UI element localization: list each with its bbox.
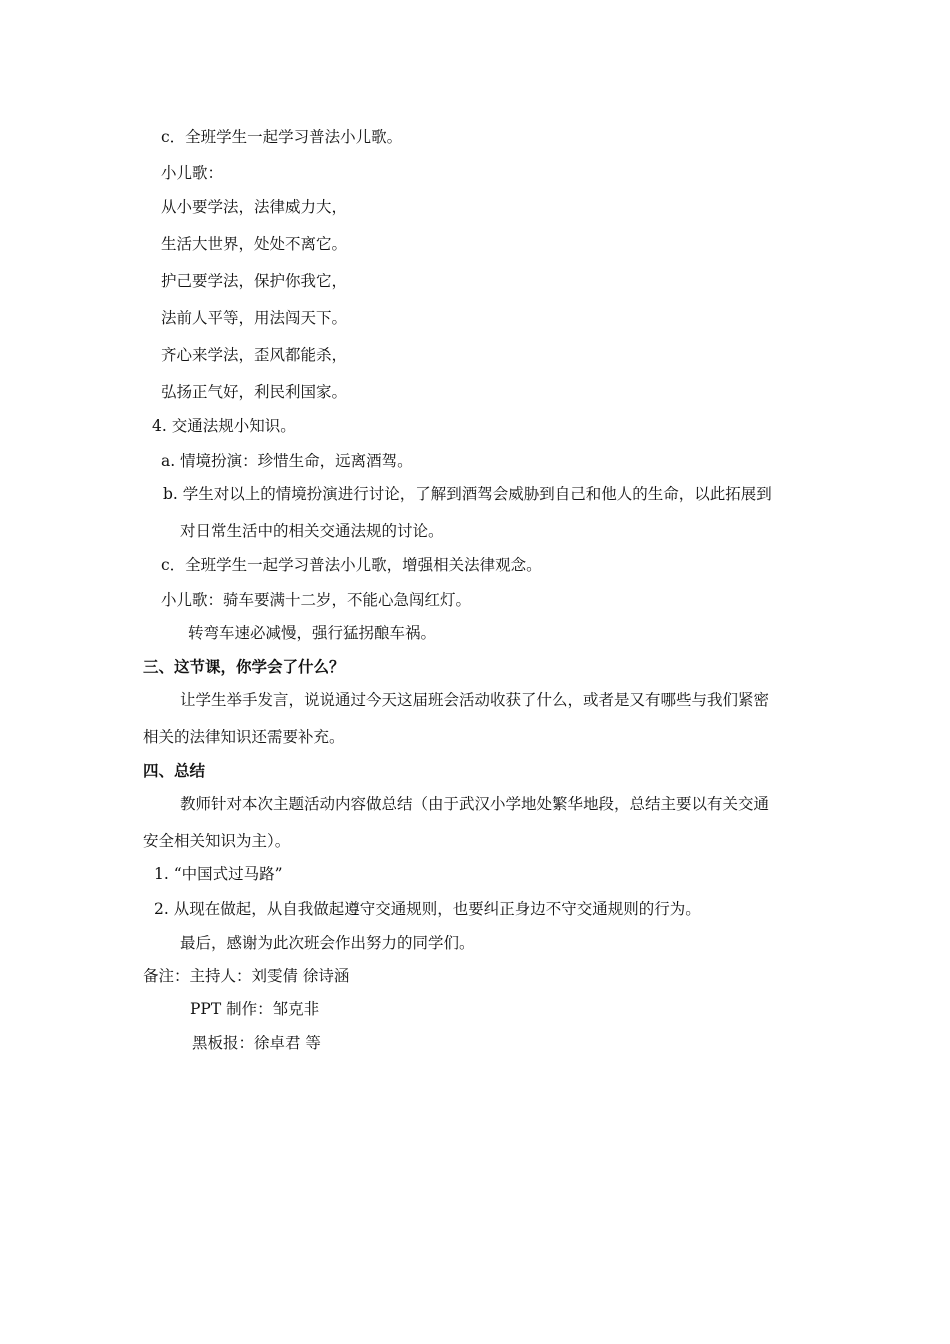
note-ppt: PPT 制作：邹克非 <box>190 1000 320 1018</box>
section-item-4: 4. 交通法规小知识。 <box>152 417 296 435</box>
section-3-paragraph: 让学生举手发言，说说通过今天这届班会活动收获了什么，或者是又有哪些与我们紧密 <box>180 691 770 709</box>
closing-thanks: 最后，感谢为此次班会作出努力的同学们。 <box>180 934 475 952</box>
note-blackboard: 黑板报：徐卓君 等 <box>192 1034 321 1052</box>
traffic-song-line-1: 小儿歌：骑车要满十二岁，不能心急闯红灯。 <box>161 591 472 609</box>
song-verse-6: 弘扬正气好，利民利国家。 <box>161 383 348 401</box>
song-verse-1: 从小要学法，法律威力大， <box>161 198 348 216</box>
summary-list-item-1: 1. “中国式过马路” <box>154 865 283 883</box>
song-verse-3: 护己要学法，保护你我它， <box>161 272 348 290</box>
song-intro-line: c．全班学生一起学习普法小儿歌。 <box>161 128 403 146</box>
traffic-song-line-2: 转弯车速必减慢，强行猛拐酿车祸。 <box>188 624 437 642</box>
item-c: c．全班学生一起学习普法小儿歌，增强相关法律观念。 <box>161 556 542 574</box>
summary-paragraph: 教师针对本次主题活动内容做总结（由于武汉小学地处繁华地段，总结主要以有关交通 <box>180 795 770 813</box>
heading-section-4: 四、总结 <box>143 761 206 780</box>
summary-list-item-2: 2. 从现在做起，从自我做起遵守交通规则，也要纠正身边不守交通规则的行为。 <box>154 900 701 918</box>
song-verse-4: 法前人平等，用法闯天下。 <box>161 309 348 327</box>
item-b: b. 学生对以上的情境扮演进行讨论，了解到酒驾会威胁到自己和他人的生命，以此拓展到 <box>163 485 772 503</box>
item-b-continued: 对日常生活中的相关交通法规的讨论。 <box>180 522 444 540</box>
summary-paragraph-continued: 安全相关知识为主）。 <box>143 832 291 850</box>
song-verse-2: 生活大世界，处处不离它。 <box>161 235 348 253</box>
section-3-paragraph-continued: 相关的法律知识还需要补充。 <box>143 728 345 746</box>
song-verse-5: 齐心来学法，歪风都能杀， <box>161 346 348 364</box>
heading-section-3: 三、这节课，你学会了什么？ <box>143 657 345 676</box>
song-label: 小儿歌： <box>161 164 224 182</box>
item-a: a. 情境扮演：珍惜生命，远离酒驾。 <box>161 452 413 470</box>
note-hosts: 备注：主持人：刘雯倩 徐诗涵 <box>143 967 350 985</box>
